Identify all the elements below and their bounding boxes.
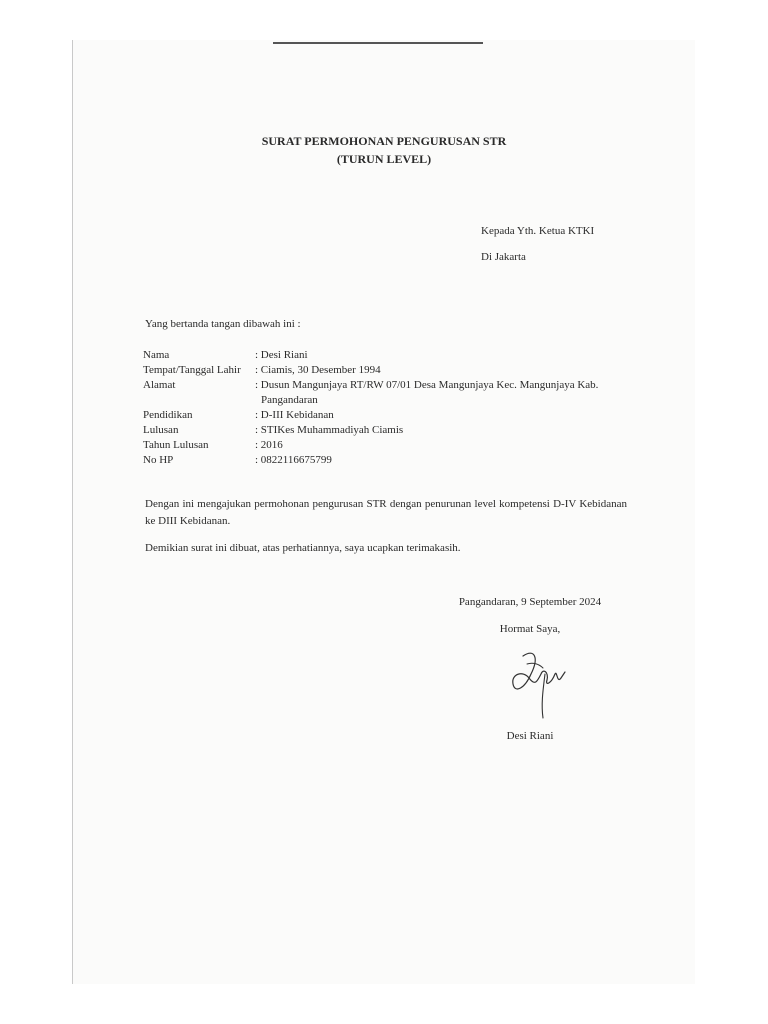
letter-title: [73, 132, 695, 168]
info-label: Lulusan: [143, 424, 179, 436]
info-value: : 0822116675799: [255, 454, 332, 466]
info-row-nama: [143, 348, 598, 363]
signer-name: Desi Riani: [506, 730, 554, 742]
closing-paragraph: Demikian surat ini dibuat, atas perhatiannya, saya ucapkan terimakasih.: [145, 542, 461, 554]
info-row-alamat: [143, 378, 598, 408]
info-value: [255, 378, 598, 408]
info-row-lulusan: [143, 423, 598, 438]
info-label: Tempat/Tanggal Lahir: [143, 364, 241, 376]
recipient-line-2: Di Jakarta: [481, 251, 526, 263]
info-row-pendidikan: [143, 408, 598, 423]
info-label: Nama: [143, 349, 170, 361]
request-paragraph: Dengan ini mengajukan permohonan pengurusan STR dengan penurunan level kompetensi D-IV Kebidanan ke DIII Kebidanan.: [145, 498, 627, 527]
info-label: Pendidikan: [143, 409, 193, 421]
info-row-ttl: [143, 363, 598, 378]
info-value: : 2016: [255, 439, 283, 451]
info-label: Tahun Lulusan: [143, 439, 209, 451]
greeting: Hormat Saya,: [499, 623, 561, 635]
applicant-info-table: [143, 348, 598, 468]
info-label: No HP: [143, 454, 174, 466]
recipient-block: [481, 218, 594, 270]
paper-top-edge: [273, 42, 483, 44]
info-value: : STIKes Muhammadiyah Ciamis: [255, 424, 404, 436]
letter-paper: [72, 40, 695, 984]
recipient-line-1: Kepada Yth. Ketua KTKI: [481, 225, 595, 237]
info-row-tahun: [143, 438, 598, 453]
info-value: : Desi Riani: [255, 349, 308, 361]
address-line-2: Pangandaran: [261, 394, 318, 406]
opening-line: Yang bertanda tangan dibawah ini :: [145, 318, 301, 330]
info-row-nohp: [143, 453, 598, 468]
title-line-1: SURAT PERMOHONAN PENGURUSAN STR: [261, 134, 507, 148]
place-date: Pangandaran, 9 September 2024: [458, 596, 602, 608]
info-label: Alamat: [143, 379, 176, 391]
info-value: : D-III Kebidanan: [255, 409, 334, 421]
handwritten-signature: [505, 644, 575, 724]
address-line-1: : Dusun Mangunjaya RT/RW 07/01 Desa Mangunjaya Kec. Mangunjaya Kab.: [255, 379, 599, 391]
info-value: : Ciamis, 30 Desember 1994: [255, 364, 381, 376]
title-line-2: (TURUN LEVEL): [336, 152, 432, 166]
